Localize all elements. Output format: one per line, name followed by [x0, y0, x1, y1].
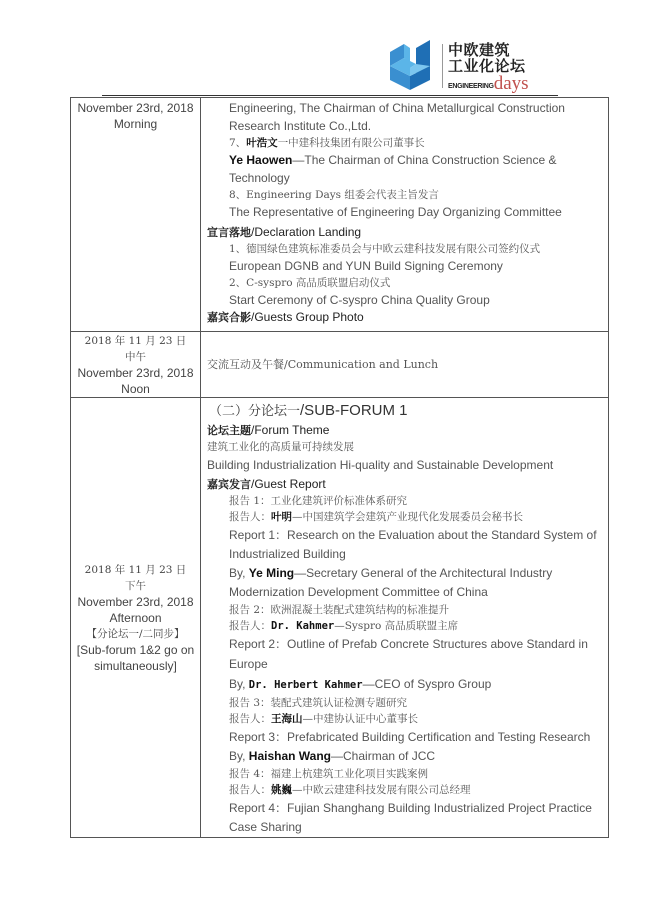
logo-title-en [448, 75, 529, 96]
report-speaker-cn: 报告人：王海山—中建协认证中心董事长 [229, 713, 418, 725]
declaration-heading: 宣言落地/Declaration Landing [207, 225, 362, 239]
sync-note-en: simultaneously] [94, 658, 177, 673]
report-title-en: Industrialized Building [229, 547, 346, 561]
time-cell-afternoon [71, 398, 201, 838]
time-period-cn: 中午 [125, 351, 146, 363]
report-1 [207, 493, 608, 602]
forum-theme-cn: 建筑工业化的高质量可持续发展 [207, 441, 354, 453]
declaration-item-en: Start Ceremony of C-syspro China Quality Group [229, 293, 490, 307]
time-date-en: November 23rd, 2018 [77, 101, 194, 115]
sync-note-en: [Sub-forum 1&2 go on [76, 642, 195, 657]
time-cell-morning [71, 98, 201, 332]
sync-note-cn: 【分论坛一/二同步】 [86, 627, 185, 640]
declaration-item-cn: 2、C-syspro 高品质联盟启动仪式 [229, 277, 391, 289]
logo-days: days [493, 73, 529, 94]
text-line: Technology [229, 171, 290, 185]
content-cell-afternoon [201, 398, 609, 838]
sub-forum-title: （二）分论坛一/SUB-FORUM 1 [209, 402, 408, 419]
guest-report-heading: 嘉宾发言/Guest Report [207, 477, 326, 491]
report-title-cn: 报告 4：福建上杭建筑工业化项目实践案例 [229, 768, 429, 780]
declaration-item-cn: 1、德国绿色建筑标准委员会与中欧云建科技发展有限公司签约仪式 [229, 243, 541, 255]
logo-text [448, 42, 529, 96]
report-title-cn: 报告 2：欧洲混凝土装配式建筑结构的标准提升 [229, 604, 450, 616]
cube-logo-icon [386, 40, 434, 92]
report-speaker-cn: 报告人：姚巍—中欧云建建科技发展有限公司总经理 [229, 784, 471, 796]
time-cell-noon [71, 332, 201, 398]
table-row-noon [71, 332, 609, 398]
schedule-table [70, 97, 609, 838]
report-title-en: Report 4：Fujian Shanghang Building Industrialized Project Practice [229, 801, 592, 815]
table-row-afternoon [71, 398, 609, 838]
report-speaker-cn: 报告人：叶明—中国建筑学会建筑产业现代化发展委员会秘书长 [229, 511, 523, 523]
report-title-cn: 报告 3：装配式建筑认证检测专题研究 [229, 697, 408, 709]
content-cell-noon [201, 332, 609, 398]
time-period-en: Afternoon [109, 610, 162, 625]
group-photo-heading: 嘉宾合影/Guests Group Photo [207, 310, 364, 324]
report-2 [207, 602, 608, 695]
forum-theme-heading: 论坛主题/Forum Theme [207, 423, 330, 437]
text-line: Research Institute Co.,Ltd. [229, 119, 372, 133]
report-title-en: Report 2：Outline of Prefab Concrete Structures above Standard in [229, 637, 588, 651]
report-title-cn: 报告 1：工业化建筑评价标准体系研究 [229, 495, 408, 507]
report-3 [207, 695, 608, 766]
text-line-cn: 8、Engineering Days 组委会代表主旨发言 [229, 189, 439, 201]
text-line: Engineering, The Chairman of China Metallurgical Construction [229, 101, 565, 115]
logo-title-cn-line1: 中欧建筑 [448, 41, 511, 59]
table-row-morning [71, 98, 609, 332]
report-title-en: Report 3：Prefabricated Building Certification and Testing Research [229, 730, 591, 744]
report-speaker-en: By, Dr. Herbert Kahmer—CEO of Syspro Group [229, 677, 492, 691]
report-title-en: Europe [229, 657, 268, 671]
report-title-en: Report 1：Research on the Evaluation about the Standard System of [229, 528, 597, 542]
time-date-cn: 2018 年 11 月 23 日 [84, 335, 187, 347]
time-period-en: Morning [113, 117, 158, 131]
report-speaker-role-en: Modernization Development Committee of China [229, 585, 488, 599]
report-speaker-en: By, Haishan Wang—Chairman of JCC [229, 749, 436, 763]
speaker-line-cn: 7、叶浩文一中建科技集团有限公司董事长 [229, 137, 425, 149]
logo-engineering: ENGINEERING [448, 83, 494, 90]
forum-theme-en: Building Industrialization Hi-quality and Sustainable Development [207, 458, 554, 472]
time-date-en: November 23rd, 2018 [77, 366, 194, 380]
time-period-en: Noon [121, 382, 150, 396]
speaker-line-en: Ye Haowen—The Chairman of China Construction Science & [229, 153, 557, 167]
text-line: The Representative of Engineering Day Organizing Committee [229, 205, 562, 219]
report-speaker-cn: 报告人：Dr. Kahmer—Syspro 高品质联盟主席 [229, 620, 459, 632]
time-period-cn: 下午 [125, 579, 146, 592]
time-date-cn: 2018 年 11 月 23 日 [84, 563, 187, 576]
declaration-item-en: European DGNB and YUN Build Signing Ceremony [229, 259, 503, 273]
report-speaker-en: By, Ye Ming—Secretary General of the Architectural Industry [229, 566, 553, 580]
header-rule [102, 95, 558, 96]
forum-logo [386, 38, 576, 96]
content-cell-morning [201, 98, 609, 332]
time-date-en: November 23rd, 2018 [77, 594, 194, 609]
report-4 [207, 766, 608, 837]
lunch-activity: 交流互动及午餐/Communication and Lunch [207, 357, 439, 371]
logo-divider [442, 44, 443, 88]
report-title-en: Case Sharing [229, 820, 302, 834]
logo-title-cn-line2: 工业化论坛 [448, 57, 526, 75]
